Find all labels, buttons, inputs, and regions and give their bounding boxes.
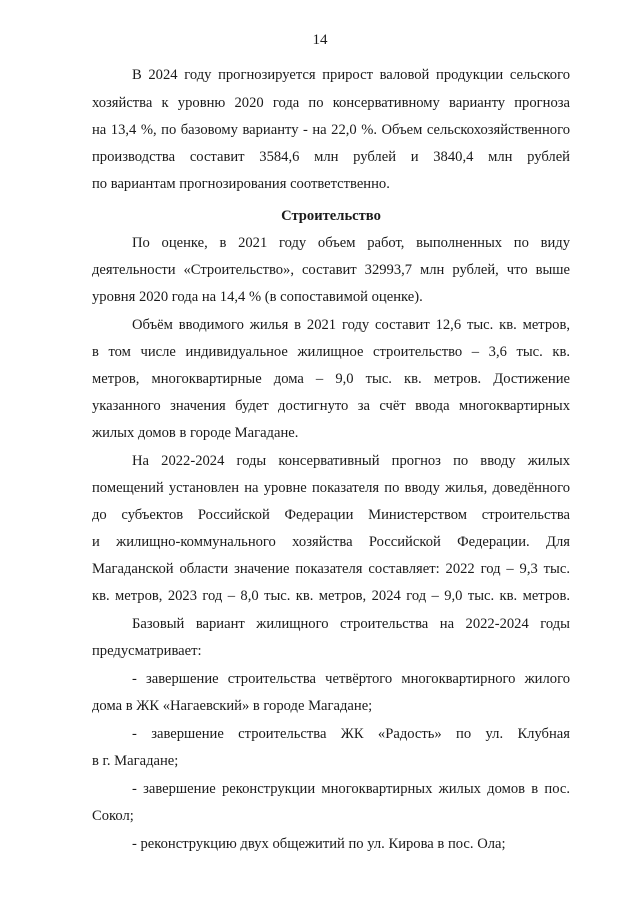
text-line: кв. метров, 2023 год – 8,0 тыс. кв. метров, 2024 год – 9,0 тыс. кв. метров. (92, 588, 570, 604)
text-line: уровня 2020 года на 14,4 % (в сопоставимой оценке). (92, 289, 423, 305)
text-line: указанного значения будет достигнуто за счёт ввода многоквартирных (92, 398, 570, 414)
text-line: и жилищно-коммунального хозяйства Российской Федерации. Для (92, 534, 570, 550)
text-line: производства составит 3584,6 млн рублей и 3840,4 млн рублей (92, 149, 570, 165)
text-line: в том числе индивидуальное жилищное строительство – 3,6 тыс. кв. (92, 344, 570, 360)
text-line: - завершение строительства ЖК «Радость» по ул. Клубная (132, 726, 570, 742)
text-line: - завершение строительства четвёртого многоквартирного жилого (132, 671, 570, 687)
section-heading: Строительство (281, 208, 381, 224)
text-line: - реконструкцию двух общежитий по ул. Кирова в пос. Ола; (132, 836, 506, 852)
text-line: по вариантам прогнозирования соответственно. (92, 176, 390, 192)
text-line: до субъектов Российской Федерации Министерством строительства (92, 507, 570, 523)
text-line: метров, многоквартирные дома – 9,0 тыс. кв. метров. Достижение (92, 371, 570, 387)
text-line: Магаданской области значение показателя составляет: 2022 год – 9,3 тыс. (92, 561, 570, 577)
text-line: По оценке, в 2021 году объем работ, выполненных по виду (132, 235, 570, 251)
text-line: хозяйства к уровню 2020 года по консервативному варианту прогноза (92, 95, 570, 111)
page-number: 14 (312, 32, 328, 48)
text-line: жилых домов в городе Магадане. (92, 425, 299, 441)
text-line: Сокол; (92, 808, 134, 824)
text-line: Базовый вариант жилищного строительства на 2022-2024 годы (132, 616, 570, 632)
text-line: предусматривает: (92, 643, 202, 659)
text-line: на 13,4 %, по базовому варианту - на 22,0 %. Объем сельскохозяйственного (92, 122, 570, 138)
text-line: Объём вводимого жилья в 2021 году составит 12,6 тыс. кв. метров, (132, 317, 570, 333)
text-line: в г. Магадане; (92, 753, 179, 769)
text-line: дома в ЖК «Нагаевский» в городе Магадане; (92, 698, 373, 714)
text-line: В 2024 году прогнозируется прирост валовой продукции сельского (132, 67, 570, 83)
text-line: помещений установлен на уровне показателя по вводу жилья, доведённого (92, 480, 570, 496)
text-line: деятельности «Строительство», составит 32993,7 млн рублей, что выше (92, 262, 570, 278)
text-line: На 2022-2024 годы консервативный прогноз по вводу жилых (132, 453, 570, 469)
text-line: - завершение реконструкции многоквартирных жилых домов в пос. (132, 781, 570, 797)
